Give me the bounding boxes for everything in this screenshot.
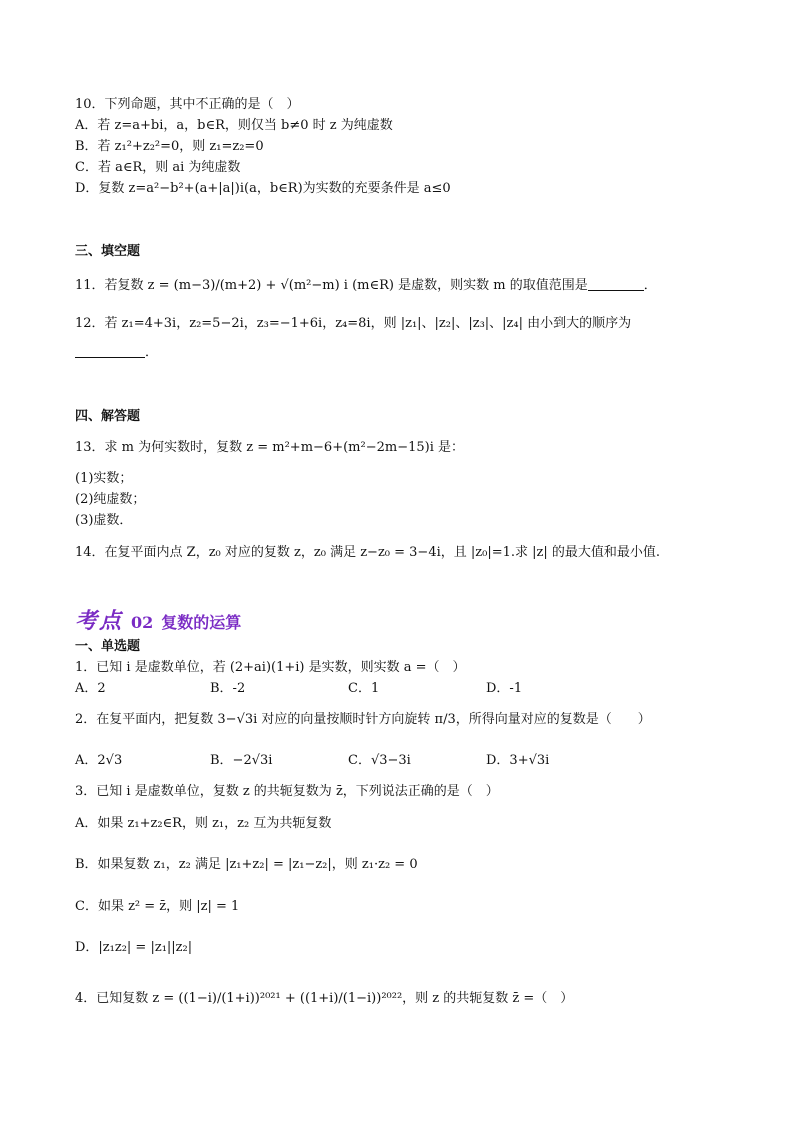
q3-option-c: C．如果 z² = z̄，则 |z| = 1	[75, 899, 240, 914]
q2-option-b: B．−2√3i	[210, 753, 273, 768]
q3-option-a: A．如果 z₁+z₂∈R，则 z₁，z₂ 互为共轭复数	[75, 816, 332, 831]
q10-stem: 10．下列命题，其中不正确的是（ ）	[75, 97, 300, 112]
q12-text: 12．若 z₁=4+3i，z₂=5−2i，z₃=−1+6i，z₄=8i，则 |z₁|、|z₂|、|z₃|、|z₄| 由小到大的顺序为	[75, 316, 632, 331]
q13-part2: (2)纯虚数；	[75, 492, 146, 507]
q4-stem: 4．已知复数 z = ((1−i)/(1+i))²⁰²¹ + ((1+i)/(1−i))²⁰²²，则 z 的共轭复数 z̄ =（ ）	[75, 991, 574, 1006]
q2-option-d: D．3+√3i	[486, 753, 550, 768]
q1-option-b: B．-2	[210, 681, 246, 696]
q13-stem: 13．求 m 为何实数时，复数 z = m²+m−6+(m²−2m−15)i 是：	[75, 440, 464, 455]
q10-option-b: B．若 z₁²+z₂²=0，则 z₁=z₂=0	[75, 139, 264, 154]
q10-option-c: C．若 a∈R，则 ai 为纯虚数	[75, 160, 241, 175]
section-answer-heading: 四、解答题	[75, 409, 141, 424]
q3-option-d: D．|z₁z₂| = |z₁||z₂|	[75, 940, 193, 955]
q11-answer-blank	[588, 290, 644, 291]
q1-stem: 1．已知 i 是虚数单位，若 (2+ai)(1+i) 是实数，则实数 a =（ ）	[75, 660, 466, 675]
q1-option-d: D．-1	[486, 681, 523, 696]
q2-option-a: A．2√3	[75, 753, 123, 768]
section-single-choice-heading: 一、单选题	[75, 639, 141, 654]
q3-stem: 3．已知 i 是虚数单位，复数 z 的共轭复数为 z̄，下列说法正确的是（ ）	[75, 784, 499, 799]
q2-options	[75, 752, 635, 770]
topic-badge	[75, 604, 241, 635]
q13-part3: (3)虚数．	[75, 513, 133, 528]
q14: 14．在复平面内点 Z，z₀ 对应的复数 z，z₀ 满足 z−z₀ = 3−4i，且 |z₀|=1.求 |z| 的最大值和最小值.	[75, 545, 661, 560]
q12-end: ．	[145, 345, 159, 360]
section-fill-in-heading: 三、填空题	[75, 244, 141, 259]
topic-badge-title: 复数的运算	[161, 613, 242, 632]
q1-option-c: C．1	[348, 681, 380, 696]
topic-badge-number: 02	[131, 613, 154, 632]
q11	[75, 277, 657, 295]
q2-stem: 2．在复平面内，把复数 3−√3i 对应的向量按顺时针方向旋转 π/3，所得向量对应的复数是（ ）	[75, 712, 651, 727]
q12	[75, 315, 631, 333]
q1-option-a: A．2	[75, 681, 106, 696]
q2-option-c: C．√3−3i	[348, 753, 411, 768]
q1-options	[75, 680, 635, 698]
q10-option-d: D．复数 z=a²−b²+(a+|a|)i(a，b∈R)为实数的充要条件是 a≤0	[75, 181, 451, 196]
topic-badge-label: 考点	[75, 608, 124, 634]
q12-answer-blank	[75, 357, 145, 358]
q13-part1: (1)实数；	[75, 471, 133, 486]
q10-option-a: A．若 z=a+bi，a，b∈R，则仅当 b≠0 时 z 为纯虚数	[75, 118, 393, 133]
q3-option-b: B．如果复数 z₁，z₂ 满足 |z₁+z₂| = |z₁−z₂|，则 z₁·z₂ = 0	[75, 857, 418, 872]
q11-end: ．	[643, 278, 657, 293]
q12-blank-line	[75, 344, 158, 362]
q11-text: 11．若复数 z = (m−3)/(m+2) + √(m²−m) i (m∈R) 是虚数，则实数 m 的取值范围是	[75, 278, 588, 293]
